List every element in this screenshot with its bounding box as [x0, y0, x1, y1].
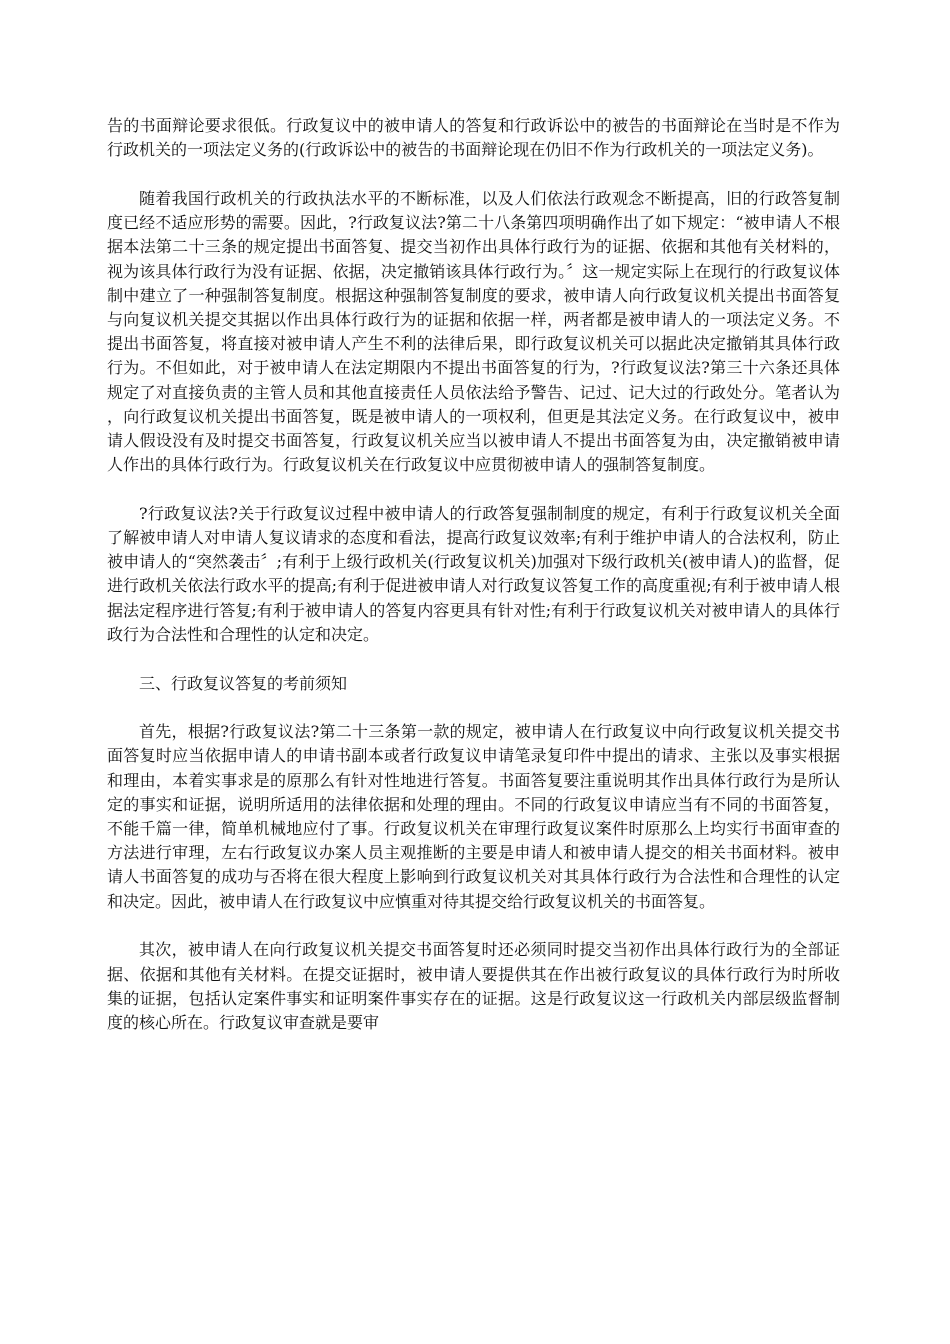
paragraph-second-point: 其次，被申请人在向行政复议机关提交书面答复时还必须同时提交当初作出具体行政行为的全部证据、依据和其他有关材料。在提交证据时，被申请人要提供其在作出被行政复议的具体行政行为时所收集的证据，包括认定案件事实和证明案件事实存在的证据。这是行政复议这一行政机关内部层级监督制度的核心所在。行政复议审查就是要审 [107, 940, 840, 1032]
paragraph-mandatory-reply-system: 随着我国行政机关的行政执法水平的不断标准，以及人们依法行政观念不断提高，旧的行政答复制度已经不适应形势的需要。因此，?行政复议法?第二十八条第四项明确作出了如下规定：“被申请人不根据本法第二十三条的规定提出书面答复、提交当初作出具体行政行为的证据、依据和其他有关材料的，视为该具体行政行为没有证据、依据，决定撤销该具体行政行为。〞这一规定实际上在现行的行政复议体制中建立了一种强制答复制度。根据这种强制答复制度的要求，被申请人向行政复议机关提出书面答复与向复议机关提交其据以作出具体行政行为的证据和依据一样，两者都是被申请人的一项法定义务。不提出书面答复，将直接对被申请人产生不利的法律后果，即行政复议机关可以据此决定撤销其具体行政行为。不但如此，对于被申请人在法定期限内不提出书面答复的行为，?行政复议法?第三十六条还具体规定了对直接负责的主管人员和其他直接责任人员依法给予警告、记过、记大过的行政处分。笔者认为，向行政复议机关提出书面答复，既是被申请人的一项权利，但更是其法定义务。在行政复议中，被申请人假设没有及时提交书面答复，行政复议机关应当以被申请人不提出书面答复为由，决定撤销被申请人作出的具体行政行为。行政复议机关在行政复议中应贯彻被申请人的强制答复制度。 [107, 188, 840, 475]
section-heading: 三、行政复议答复的考前须知 [139, 673, 348, 693]
paragraph-benefits: ?行政复议法?关于行政复议过程中被申请人的行政答复强制制度的规定，有利于行政复议机关全面了解被申请人对申请人复议请求的态度和看法，提高行政复议效率;有利于维护申请人的合法权利，防止被申请人的“突然袭击〞;有利于上级行政机关(行政复议机关)加强对下级行政机关(被申请人)的监督，促进行政机关依法行政水平的提高;有利于促进被申请人对行政复议答复工作的高度重视;有利于被申请人根据法定程序进行答复;有利于被申请人的答复内容更具有针对性;有利于行政复议机关对被申请人的具体行政行为合法性和合理性的认定和决定。 [107, 503, 840, 644]
paragraph-first-point: 首先，根据?行政复议法?第二十三条第一款的规定，被申请人在行政复议中向行政复议机关提交书面答复时应当依据申请人的申请书副本或者行政复议申请笔录复印件中提出的请求、主张以及事实根据和理由，本着实事求是的原那么有针对性地进行答复。书面答复要注重说明其作出具体行政行为是所认定的事实和证据，说明所适用的法律依据和处理的理由。不同的行政复议申请应当有不同的书面答复，不能千篇一律，简单机械地应付了事。行政复议机关在审理行政复议案件时原那么上均实行书面审查的方法进行审理，左右行政复议办案人员主观推断的主要是申请人和被申请人提交的相关书面材料。被申请人书面答复的成功与否将在很大程度上影响到行政复议机关对其具体行政行为合法性和合理性的认定和决定。因此，被申请人在行政复议中应慎重对待其提交给行政复议机关的书面答复。 [107, 722, 840, 911]
document-page [107, 114, 840, 1060]
paragraph-continuation: 告的书面辩论要求很低。行政复议中的被申请人的答复和行政诉讼中的被告的书面辩论在当时是不作为行政机关的一项法定义务的(行政诉讼中的被告的书面辩论现在仍旧不作为行政机关的一项法定义务)。 [107, 116, 840, 160]
